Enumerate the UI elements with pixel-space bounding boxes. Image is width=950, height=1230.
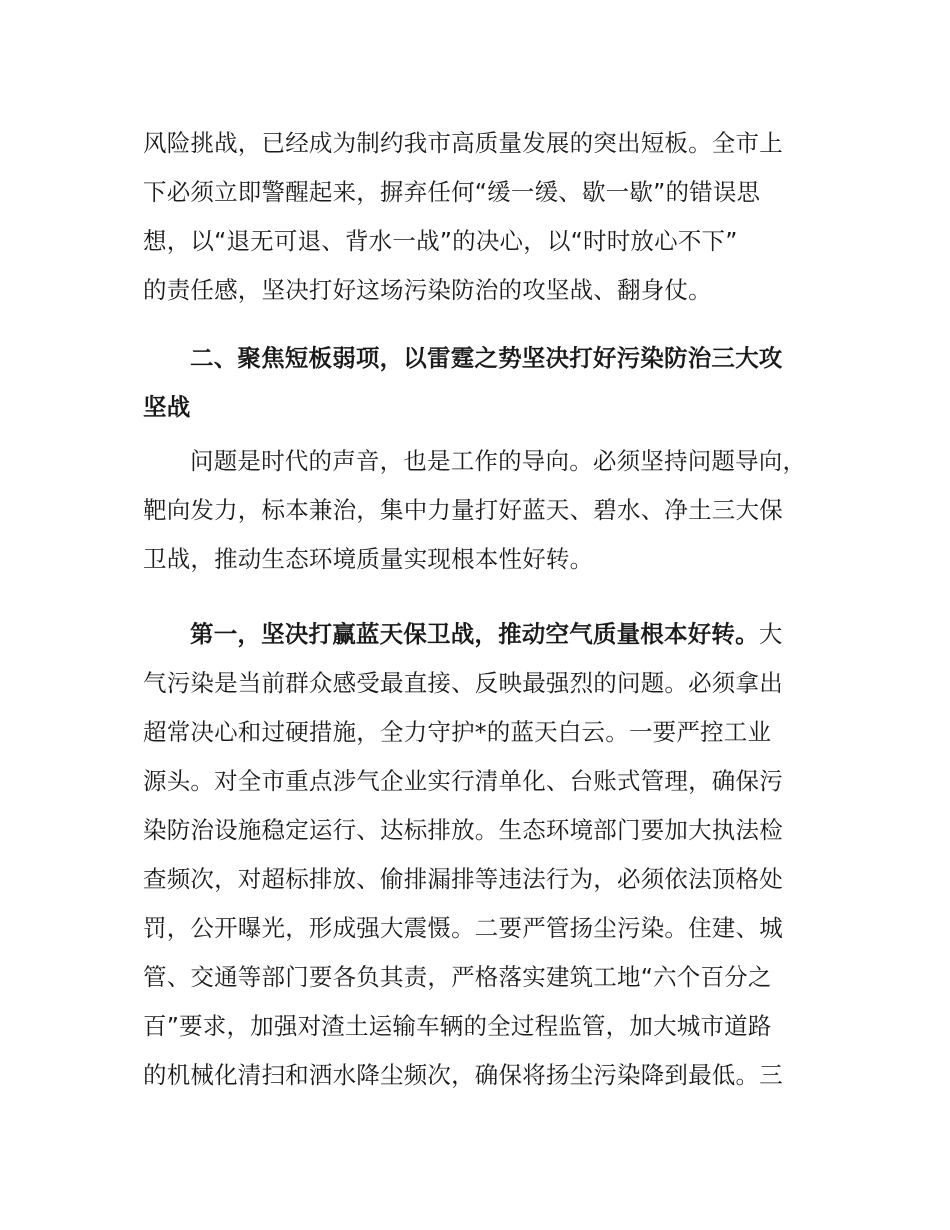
- heading-line: 二、聚焦短板弱项，以雷霆之势坚决打好污染防治三大攻: [190, 344, 783, 372]
- text-line: 下必须立即警醒起来，摒弃任何“缓一缓、歇一歇”的错误思: [143, 178, 761, 206]
- text-line: 查频次，对超标排放、偷排漏排等违法行为，必须依法顶格处: [143, 865, 783, 893]
- text-run: 大: [758, 620, 783, 648]
- text-line: 的责任感，坚决打好这场污染防治的攻坚战、翻身仗。: [143, 276, 712, 304]
- text-line: 管、交通等部门要各负其责，严格落实建筑工地“六个百分之: [143, 963, 772, 991]
- text-line: 超常决心和过硬措施，全力守护*的蓝天白云。一要严控工业: [143, 718, 772, 746]
- text-line: 源头。对全市重点涉气企业实行清单化、台账式管理，确保污: [143, 767, 783, 795]
- section-heading: [143, 334, 813, 432]
- text-line: 想，以“退无可退、背水一战”的决心，以“时时放心不下”: [143, 227, 738, 255]
- text-line: 罚，公开曝光，形成强大震慑。二要严管扬尘污染。住建、城: [143, 914, 783, 942]
- paragraph-2: [143, 437, 813, 584]
- text-line: 百”要求，加强对渣土运输车辆的全过程监管，加大城市道路: [143, 1012, 772, 1040]
- paragraph-1: [143, 119, 813, 315]
- heading-line: 坚战: [143, 393, 191, 421]
- text-line: [143, 610, 813, 659]
- text-line: 气污染是当前群众感受最直接、反映最强烈的问题。必须拿出: [143, 669, 783, 697]
- text-line: 的机械化清扫和洒水降尘频次，确保将扬尘污染降到最低。三: [143, 1061, 783, 1089]
- bold-lead: 第一，坚决打赢蓝天保卫战，推动空气质量根本好转。: [190, 620, 759, 648]
- text-line: 风险挑战，已经成为制约我市高质量发展的突出短板。全市上: [143, 129, 783, 157]
- text-line: 染防治设施稳定运行、达标排放。生态环境部门要加大执法检: [143, 816, 783, 844]
- paragraph-3: [143, 610, 813, 1100]
- text-line: 卫战，推动生态环境质量实现根本性好转。: [143, 545, 594, 573]
- text-line: 靶向发力，标本兼治，集中力量打好蓝天、碧水、净土三大保: [143, 496, 783, 524]
- text-line: 问题是时代的声音，也是工作的导向。必须坚持问题导向，: [190, 447, 807, 475]
